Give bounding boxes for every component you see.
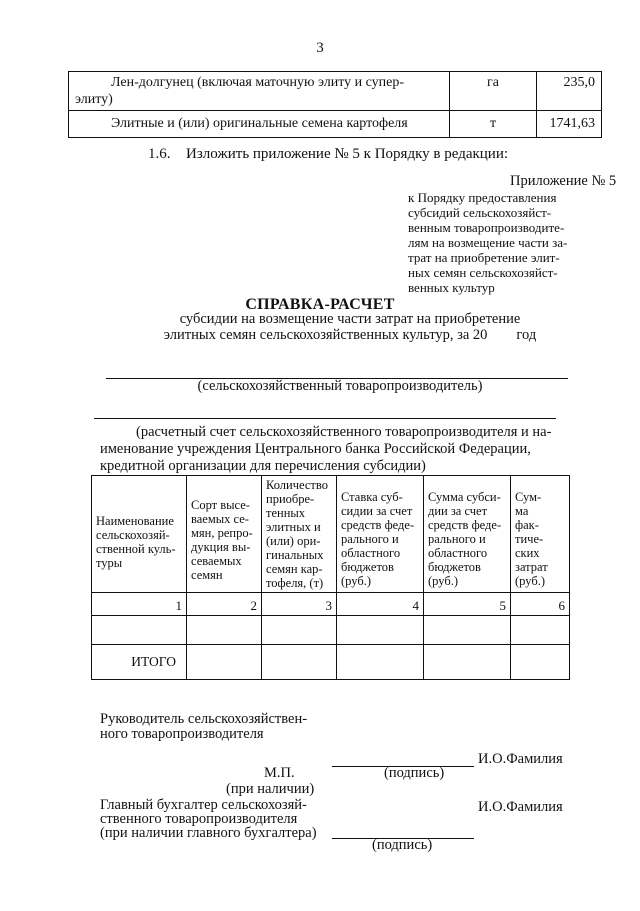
header-line: (руб.) (428, 574, 458, 588)
header-line: тиче- (515, 532, 544, 546)
item-number: 1.6. (148, 146, 171, 162)
crop-name: Лен-долгунец (включая маточную элиту и супер- (111, 75, 405, 90)
table-cell (511, 616, 570, 645)
value-cell: 235,0 (537, 72, 602, 111)
header-line: ма (515, 504, 529, 518)
account-caption (100, 424, 580, 475)
table-cell (262, 645, 337, 680)
table-cell (187, 616, 262, 645)
stamp-note: (при наличии) (226, 781, 315, 797)
column-number: 1 (92, 593, 187, 616)
table-cell (92, 616, 187, 645)
column-number: 5 (424, 593, 511, 616)
crop-table (68, 71, 602, 138)
header-line: рального и (341, 532, 399, 546)
appendix-line: венным товаропроизводите- (408, 220, 565, 235)
signature-caption: (подпись) (372, 837, 433, 853)
header-line: средств феде- (341, 518, 415, 532)
document-subtitle (0, 311, 640, 343)
header-line: Сорт высе- (191, 498, 250, 512)
column-number: 3 (262, 593, 337, 616)
table-cell (262, 616, 337, 645)
account-line (94, 418, 556, 419)
calculation-table (91, 475, 570, 680)
appendix-line: субсидий сельскохозяйст- (408, 205, 552, 220)
header-actual-costs (511, 476, 570, 593)
unit-cell: га (450, 72, 537, 111)
subtitle-line: элитных семян сельскохозяйственных культур, за 20 год (163, 327, 537, 343)
header-line: рального и (428, 532, 486, 546)
crop-name-cell (69, 72, 450, 111)
header-line: элитных и (266, 520, 321, 534)
header-line: приобре- (266, 492, 315, 506)
page-number: 3 (316, 40, 324, 56)
header-row (92, 476, 570, 593)
document-title: СПРАВКА-РАСЧЕТ (245, 296, 395, 313)
accountant-title-line: Главный бухгалтер сельскохозяй- (100, 797, 307, 813)
header-line: ственной куль- (96, 542, 176, 556)
header-line: затрат (515, 560, 548, 574)
header-line: тенных (266, 506, 306, 520)
head-title-line: Руководитель сельскохозяйствен- (100, 711, 308, 727)
appendix-line: к Порядку предоставления (408, 190, 557, 205)
appendix-line: венных культур (408, 280, 495, 295)
accountant-title-line: ственного товаропроизводителя (100, 811, 298, 827)
table-cell (424, 616, 511, 645)
header-line: семян кар- (266, 562, 323, 576)
crop-name-cell (69, 111, 450, 138)
table-cell (511, 645, 570, 680)
item-text: Изложить приложение № 5 к Порядку в редакции: (186, 146, 509, 162)
crop-name-cont: элиту) (75, 92, 113, 107)
header-line: тофеля, (т) (266, 576, 324, 590)
header-line: (руб.) (515, 574, 545, 588)
header-line: сидии за счет (341, 504, 413, 518)
header-line: средств феде- (428, 518, 502, 532)
column-number: 2 (187, 593, 262, 616)
stamp-label: М.П. (264, 765, 295, 781)
total-row (92, 645, 570, 680)
header-line: областного (341, 546, 401, 560)
total-label (92, 645, 187, 680)
header-line: бюджетов (428, 560, 481, 574)
header-line: Ставка суб- (341, 490, 403, 504)
header-line: Наименование (96, 514, 174, 528)
appendix-reference (408, 190, 588, 295)
head-name: И.О.Фамилия (478, 751, 563, 767)
appendix-line: трат на приобретение элит- (408, 250, 560, 265)
crop-name: Элитные и (или) оригинальные семена картофеля (111, 116, 408, 131)
table-cell (424, 645, 511, 680)
appendix-line: ных семян сельскохозяйст- (408, 265, 558, 280)
header-subsidy-sum (424, 476, 511, 593)
table-cell (337, 645, 424, 680)
header-variety (187, 476, 262, 593)
table-cell (187, 645, 262, 680)
amendment-item (148, 146, 508, 163)
caption-line: (расчетный счет сельскохозяйственного товаропроизводителя и на- (136, 424, 552, 440)
header-line: сельскохозяй- (96, 528, 170, 542)
accountant-name: И.О.Фамилия (478, 799, 563, 815)
accountant-title-line: (при наличии главного бухгалтера) (100, 825, 317, 841)
caption-line: кредитной организации для перечисления субсидии) (100, 458, 426, 474)
column-number: 6 (511, 593, 570, 616)
caption-line: именование учреждения Центрального банка Российской Федерации, (100, 441, 531, 457)
signature-caption: (подпись) (384, 765, 445, 781)
accountant-signature-block (100, 798, 317, 840)
head-title-line: ного товаропроизводителя (100, 726, 264, 742)
head-signature-block (100, 712, 307, 742)
appendix-line: лям на возмещение части за- (408, 235, 568, 250)
header-rate (337, 476, 424, 593)
header-line: (руб.) (341, 574, 371, 588)
header-line: туры (96, 556, 123, 570)
header-quantity (262, 476, 337, 593)
unit-cell: т (450, 111, 537, 138)
header-line: севаемых (191, 554, 242, 568)
table-row (92, 616, 570, 645)
subtitle-line: субсидии на возмещение части затрат на приобретение (179, 311, 521, 327)
total-label-text: ИТОГО (131, 654, 176, 669)
header-line: гинальных (266, 548, 324, 562)
header-line: областного (428, 546, 488, 560)
column-number: 4 (337, 593, 424, 616)
header-line: семян (191, 568, 223, 582)
header-line: ских (515, 546, 540, 560)
header-line: дии за счет (428, 504, 488, 518)
header-line: Количество (266, 478, 328, 492)
header-crop-name (92, 476, 187, 593)
value-cell: 1741,63 (537, 111, 602, 138)
header-line: бюджетов (341, 560, 394, 574)
header-line: Сум- (515, 490, 542, 504)
table-row (69, 72, 602, 111)
table-cell (337, 616, 424, 645)
header-line: фак- (515, 518, 539, 532)
header-line: Сумма субси- (428, 490, 501, 504)
header-line: (или) ори- (266, 534, 321, 548)
header-line: дукция вы- (191, 540, 251, 554)
table-row (69, 111, 602, 138)
appendix-label: Приложение № 5 (510, 173, 617, 189)
header-line: мян, репро- (191, 526, 253, 540)
column-number-row (92, 593, 570, 616)
producer-caption: (сельскохозяйственный товаропроизводитель) (197, 378, 483, 394)
header-line: ваемых се- (191, 512, 249, 526)
